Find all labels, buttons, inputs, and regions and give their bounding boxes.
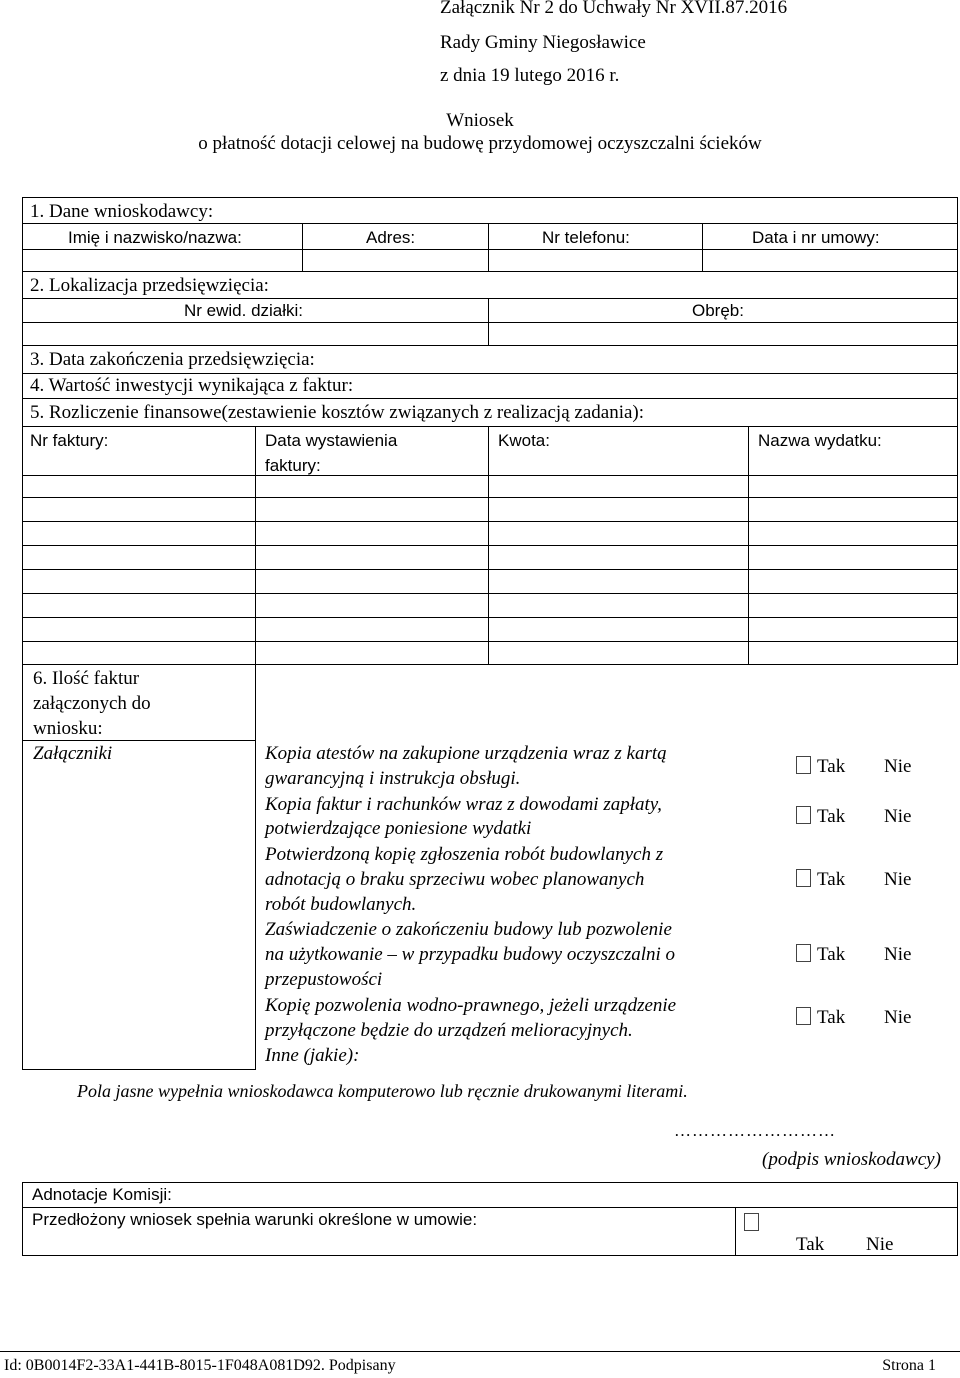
commission-statement: Przedłożony wniosek spełnia warunki określone w umowie: bbox=[32, 1210, 478, 1229]
attachment-3-checkbox[interactable] bbox=[796, 869, 811, 887]
section-4-heading: 4. Wartość inwestycji wynikająca z faktur: bbox=[30, 375, 354, 396]
attachment-5-checkbox[interactable] bbox=[796, 1007, 811, 1025]
section-6-heading-line-3: wniosku: bbox=[33, 718, 103, 739]
attachment-4-no[interactable]: Nie bbox=[884, 944, 912, 965]
attachment-3-line-2: adnotacją o braku sprzeciwu wobec planowanych bbox=[265, 869, 645, 890]
footer-id: Id: 0B0014F2-33A1-441B-8015-1F048A081D92. Podpisany bbox=[4, 1357, 396, 1374]
col-address-label: Adres: bbox=[366, 228, 416, 247]
name-field[interactable] bbox=[23, 250, 301, 271]
amount-header: Kwota: bbox=[498, 431, 550, 450]
invoice-number-header: Nr faktury: bbox=[30, 431, 109, 450]
section-5-heading: 5. Rozliczenie finansowe(zestawienie kosztów związanych z realizacją zadania): bbox=[30, 402, 645, 423]
attachment-5-line-2: przyłączone będzie do urządzeń melioracyjnych. bbox=[265, 1020, 633, 1041]
commission-no[interactable]: Nie bbox=[866, 1234, 894, 1255]
attachment-5-no[interactable]: Nie bbox=[884, 1007, 912, 1028]
col-contract-label: Data i nr umowy: bbox=[752, 228, 880, 247]
document-title: Wniosek bbox=[446, 110, 514, 131]
header-line-1: Załącznik Nr 2 do Uchwały Nr XVII.87.2016 bbox=[440, 0, 788, 18]
attachment-4-line-3: przepustowości bbox=[265, 969, 383, 990]
attachment-other-label: Inne (jakie): bbox=[265, 1045, 360, 1066]
attachment-1-line-1: Kopia atestów na zakupione urządzenia wraz z kartą bbox=[265, 743, 667, 764]
contract-field[interactable] bbox=[703, 250, 957, 271]
footer-page-number: Strona 1 bbox=[882, 1357, 936, 1374]
commission-yes[interactable]: Tak bbox=[796, 1234, 825, 1255]
attachment-4-yes[interactable]: Tak bbox=[796, 944, 845, 966]
fill-instruction-note: Pola jasne wypełnia wnioskodawca komputerowo lub ręcznie drukowanymi literami. bbox=[77, 1081, 688, 1101]
phone-field[interactable] bbox=[489, 250, 701, 271]
attachment-1-line-2: gwarancyjną i instrukcja obsługi. bbox=[265, 768, 521, 789]
signature-label: (podpis wnioskodawcy) bbox=[762, 1149, 941, 1170]
signature-line[interactable]: ……………………… bbox=[674, 1121, 836, 1140]
commission-heading: Adnotacje Komisji: bbox=[32, 1185, 172, 1204]
attachment-1-checkbox[interactable] bbox=[796, 756, 811, 774]
attachments-label: Załączniki bbox=[33, 743, 113, 764]
document-subtitle: o płatność dotacji celowej na budowę przydomowej oczyszczalni ścieków bbox=[198, 133, 762, 154]
plot-number-label: Nr ewid. działki: bbox=[184, 301, 304, 320]
plot-number-field[interactable] bbox=[23, 323, 487, 345]
attachment-2-line-1: Kopia faktur i rachunków wraz z dowodami zapłaty, bbox=[265, 794, 662, 815]
attachment-3-line-1: Potwierdzoną kopię zgłoszenia robót budowlanych z bbox=[265, 844, 664, 865]
attachment-5-yes[interactable]: Tak bbox=[796, 1007, 845, 1029]
section-6-heading-line-2: załączonych do bbox=[33, 693, 151, 714]
attachment-2-line-2: potwierdzające poniesione wydatki bbox=[265, 818, 532, 839]
attachment-5-line-1: Kopię pozwolenia wodno-prawnego, jeżeli urządzenie bbox=[265, 995, 677, 1016]
attachment-2-yes[interactable]: Tak bbox=[796, 806, 845, 828]
attachment-2-checkbox[interactable] bbox=[796, 806, 811, 824]
header-line-2: Rady Gminy Niegosławice bbox=[440, 32, 646, 53]
invoice-date-header-line-1: Data wystawienia bbox=[265, 431, 398, 450]
attachment-2-no[interactable]: Nie bbox=[884, 806, 912, 827]
attachment-1-no[interactable]: Nie bbox=[884, 756, 912, 777]
col-name-label: Imię i nazwisko/nazwa: bbox=[68, 228, 242, 247]
attachment-4-checkbox[interactable] bbox=[796, 944, 811, 962]
address-field[interactable] bbox=[303, 250, 487, 271]
col-phone-label: Nr telefonu: bbox=[542, 228, 630, 247]
attachment-3-line-3: robót budowlanych. bbox=[265, 894, 417, 915]
attachment-1-yes[interactable]: Tak bbox=[796, 756, 845, 778]
attachment-4-line-2: na użytkowanie – w przypadku budowy oczyszczalni o bbox=[265, 944, 676, 965]
section-1-heading: 1. Dane wnioskodawcy: bbox=[30, 201, 214, 222]
header-line-3: z dnia 19 lutego 2016 r. bbox=[440, 65, 620, 86]
section-3-heading: 3. Data zakończenia przedsięwzięcia: bbox=[30, 349, 315, 370]
attachment-3-yes[interactable]: Tak bbox=[796, 869, 845, 891]
footer-divider bbox=[0, 1351, 960, 1352]
section-2-heading: 2. Lokalizacja przedsięwzięcia: bbox=[30, 275, 269, 296]
invoice-date-header-line-2: faktury: bbox=[265, 456, 321, 475]
precinct-field[interactable] bbox=[489, 323, 957, 345]
expense-name-header: Nazwa wydatku: bbox=[758, 431, 882, 450]
invoice-count-field[interactable] bbox=[257, 665, 957, 739]
attachment-4-line-1: Zaświadczenie o zakończeniu budowy lub pozwolenie bbox=[265, 919, 672, 940]
commission-checkbox[interactable] bbox=[744, 1213, 759, 1231]
precinct-label: Obręb: bbox=[692, 301, 744, 320]
attachment-3-no[interactable]: Nie bbox=[884, 869, 912, 890]
section-6-heading-line-1: 6. Ilość faktur bbox=[33, 668, 140, 689]
